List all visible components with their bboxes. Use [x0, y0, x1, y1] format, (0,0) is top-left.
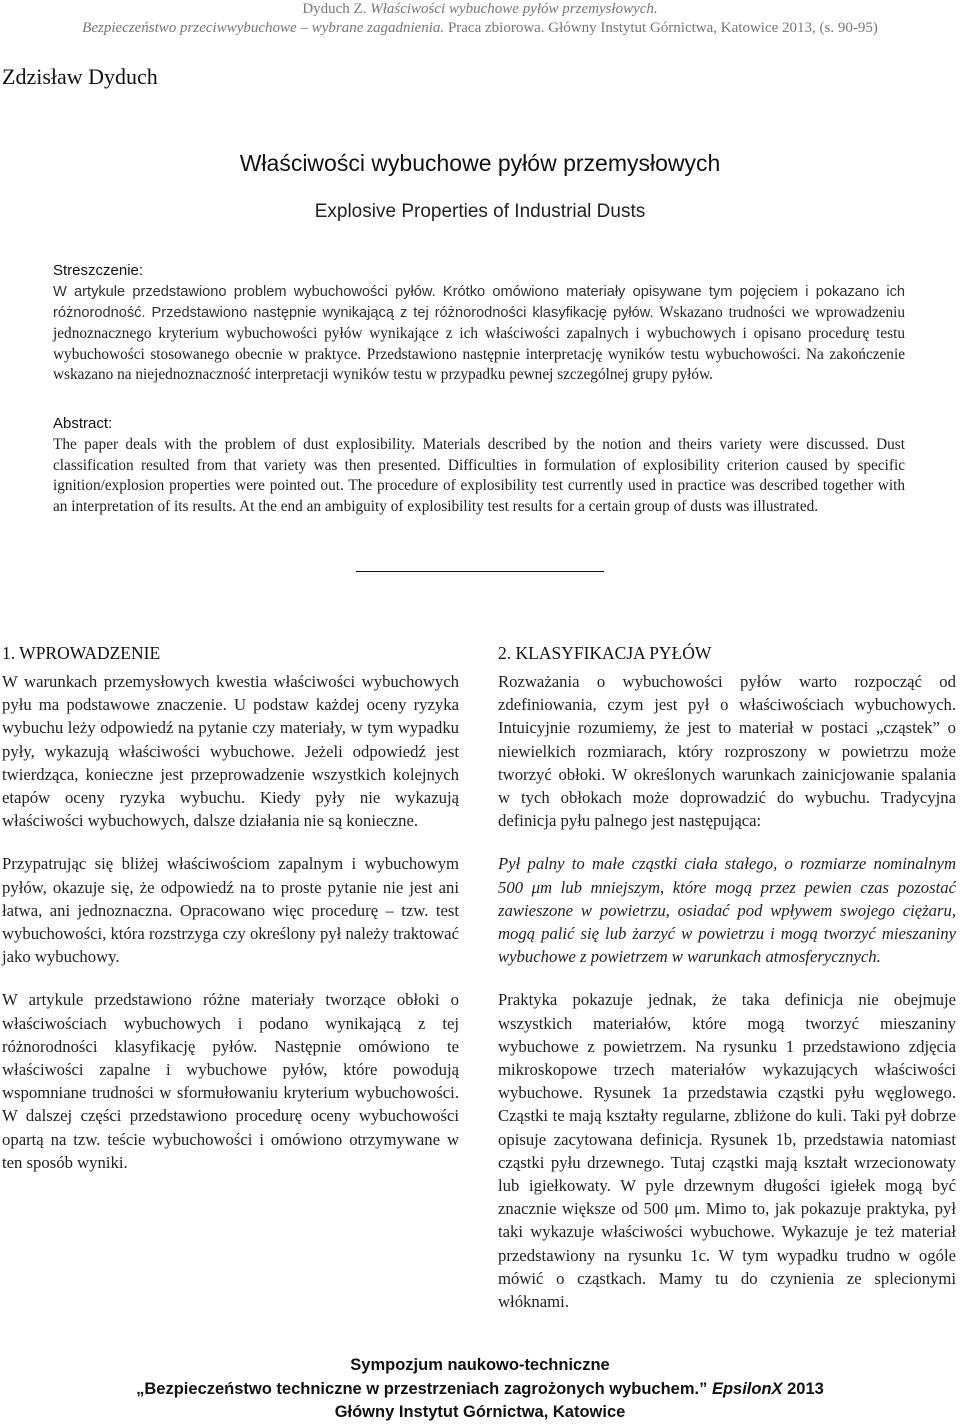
author-name: Zdzisław Dyduch	[2, 64, 158, 89]
section-1-paragraph-2: Przypatrując się bliżej właściwościom zapalnym i wybuchowym pyłów, okazuje się, że odpowiedź na to proste pytanie nie jest ani łatwa, ani jednoznaczna. Opracowano więc procedurę – tzw. test wybuchowości, która rozstrzyga czy określony pył należy traktować jako wybuchowy.	[2, 854, 459, 967]
citation-publisher: Praca zbiorowa. Główny Instytut Górnictwa, Katowice 2013, (s. 90-95)	[444, 20, 878, 36]
footer-event-name: EpsilonX	[711, 1380, 783, 1398]
streszczenie-sans-part: W artykule przedstawiono problem wybuchowości pyłów. Krótko omówiono materiały opisywane tym pojęciem i pokazano ich różnorodność. Przedstawiono następnie wynikającą z tej różnorodności klasyfikację pyłów.	[53, 284, 905, 321]
footer-institution: Główny Instytut Górnictwa, Katowice	[334, 1403, 626, 1421]
streszczenie-text	[53, 282, 905, 386]
section-1-body	[2, 670, 459, 1194]
section-2-paragraph-1: Rozważania o wybuchowości pyłów warto rozpocząć od zdefiniowania, czym jest pył o właściwościach wybuchowych. Intuicyjnie rozumiemy, że jest to materiał w postaci „cząstek” o niewielkich rozmiarach, który rozproszony w powietrzu może tworzyć obłoki. W określonych warunkach zainicjowanie spalania w tych obłokach może doprowadzić do wybuchu. Tradycyjna definicja pyłu palnego jest następująca:	[498, 672, 956, 831]
footer-symposium: Sympozjum naukowo-techniczne	[350, 1356, 610, 1374]
footer-event-year: 2013	[782, 1380, 824, 1398]
citation-authors: Dyduch Z.	[302, 1, 371, 17]
streszczenie-serif-part: Wskazano trudności we wprowadzeniu jednoznacznego kryterium wybuchowości pyłów wynikające z ich właściwości zapalnych i wybuchowych i opisano procedurę testu wybuchowości stosowanego obecnie w praktyce. Przedstawiono następnie interpretację wyników testu wybuchowości. Na zakończenie wskazano na niejednoznaczność interpretacji wyników testu w przypadku pewnej szczególnej grupy pyłów.	[53, 304, 905, 384]
paper-subtitle: Explosive Properties of Industrial Dusts	[314, 201, 646, 222]
citation-line-2	[0, 19, 960, 38]
section-1-paragraph-3: W artykule przedstawiono różne materiały tworzące obłoki o właściwościach wybuchowych i podano wynikającą z tej różnorodności klasyfikację pyłów. Następnie omówiono te właściwości zapalne i wybuchowe pyłów, które powodują wspomniane trudności w sformułowaniu kryterium wybuchowości. W dalszej części przedstawiono procedurę oceny wybuchowości opartą na tzw. teście wybuchowości i omówiono otrzymywane w ten sposób wyniki.	[2, 990, 459, 1172]
section-2-heading: 2. KLASYFIKACJA PYŁÓW	[498, 643, 712, 663]
section-2-body	[498, 670, 956, 1333]
abstract-text: The paper deals with the problem of dust explosibility. Materials described by the notion and theirs variety were discussed. Dust classification resulted from that variety was then presented. Difficulties in formulation of explosibility criterion caused by specific ignition/explosion properties were pointed out. The procedure of explosibility test currently used in practice was described together with an interpretation of its results. At the end an ambiguity of explosibility test results for a certain group of dusts was illustrated.	[53, 436, 905, 515]
citation-line-1	[0, 0, 960, 19]
section-1-heading: 1. WPROWADZENIE	[2, 643, 161, 663]
streszczenie-heading: Streszczenie:	[53, 262, 144, 279]
separator-line	[356, 571, 604, 572]
definition-quote: Pył palny to małe cząstki ciała stałego, o rozmiarze nominalnym 500 μm lub mniejszym, które mogą przez pewien czas pozostać zawieszone w powietrzu, osiadać pod wpływem swojego ciężaru, mogą palić się lub żarzyć w powietrzu i mogą tworzyć mieszaniny wybuchowe z powietrzem w warunkach atmosferycznych.	[498, 854, 956, 967]
section-1-paragraph-1: W warunkach przemysłowych kwestia właściwości wybuchowych pyłu ma podstawowe znaczenie. U podstaw każdej oceny ryzyka wybuchu leży odpowiedź na pytanie czy materiały, w tym wypadku pyły, wykazują właściwości wybuchowe. Jeżeli odpowiedź jest twierdząca, konieczne jest przeprowadzenie wszystkich kolejnych etapów oceny ryzyka wybuchu. Kiedy pyły nie wykazują właściwości wybuchowych, dalsze działania nie są konieczne.	[2, 672, 459, 831]
citation-title: Właściwości wybuchowe pyłów przemysłowych.	[370, 1, 658, 17]
paper-title: Właściwości wybuchowe pyłów przemysłowych	[239, 150, 721, 176]
footer-event-title: „Bezpieczeństwo techniczne w przestrzeniach zagrożonych wybuchem.”	[136, 1380, 712, 1398]
section-2-paragraph-2: Praktyka pokazuje jednak, że taka definicja nie obejmuje wszystkich materiałów, które mogą tworzyć mieszaniny wybuchowe z powietrzem. Na rysunku 1 przedstawiono zdjęcia mikroskopowe trzech materiałów wykazujących właściwości wybuchowe. Rysunek 1a przedstawia cząstki pyłu węglowego. Cząstki te mają kształty regularne, zbliżone do kuli. Taki pył dobrze opisuje zacytowana definicja. Rysunek 1b, przedstawia natomiast cząstki pyłu drzewnego. Tutaj cząstki mają kształt wrzecionowaty lub igiełkowaty. W pyle drzewnym długości igiełek mogą być znacznie większe od 500 μm. Mimo to, jak pokazuje praktyka, pył taki wykazuje właściwości wybuchowe. Wykazuje je też materiał przedstawiony na rysunku 1c. W tym wypadku trudno w ogóle mówić o cząstkach. Mamy tu do czynienia ze splecionymi włóknami.	[498, 990, 956, 1312]
citation-book: Bezpieczeństwo przeciwwybuchowe – wybrane zagadnienia.	[82, 20, 445, 36]
abstract-heading: Abstract:	[53, 415, 113, 432]
